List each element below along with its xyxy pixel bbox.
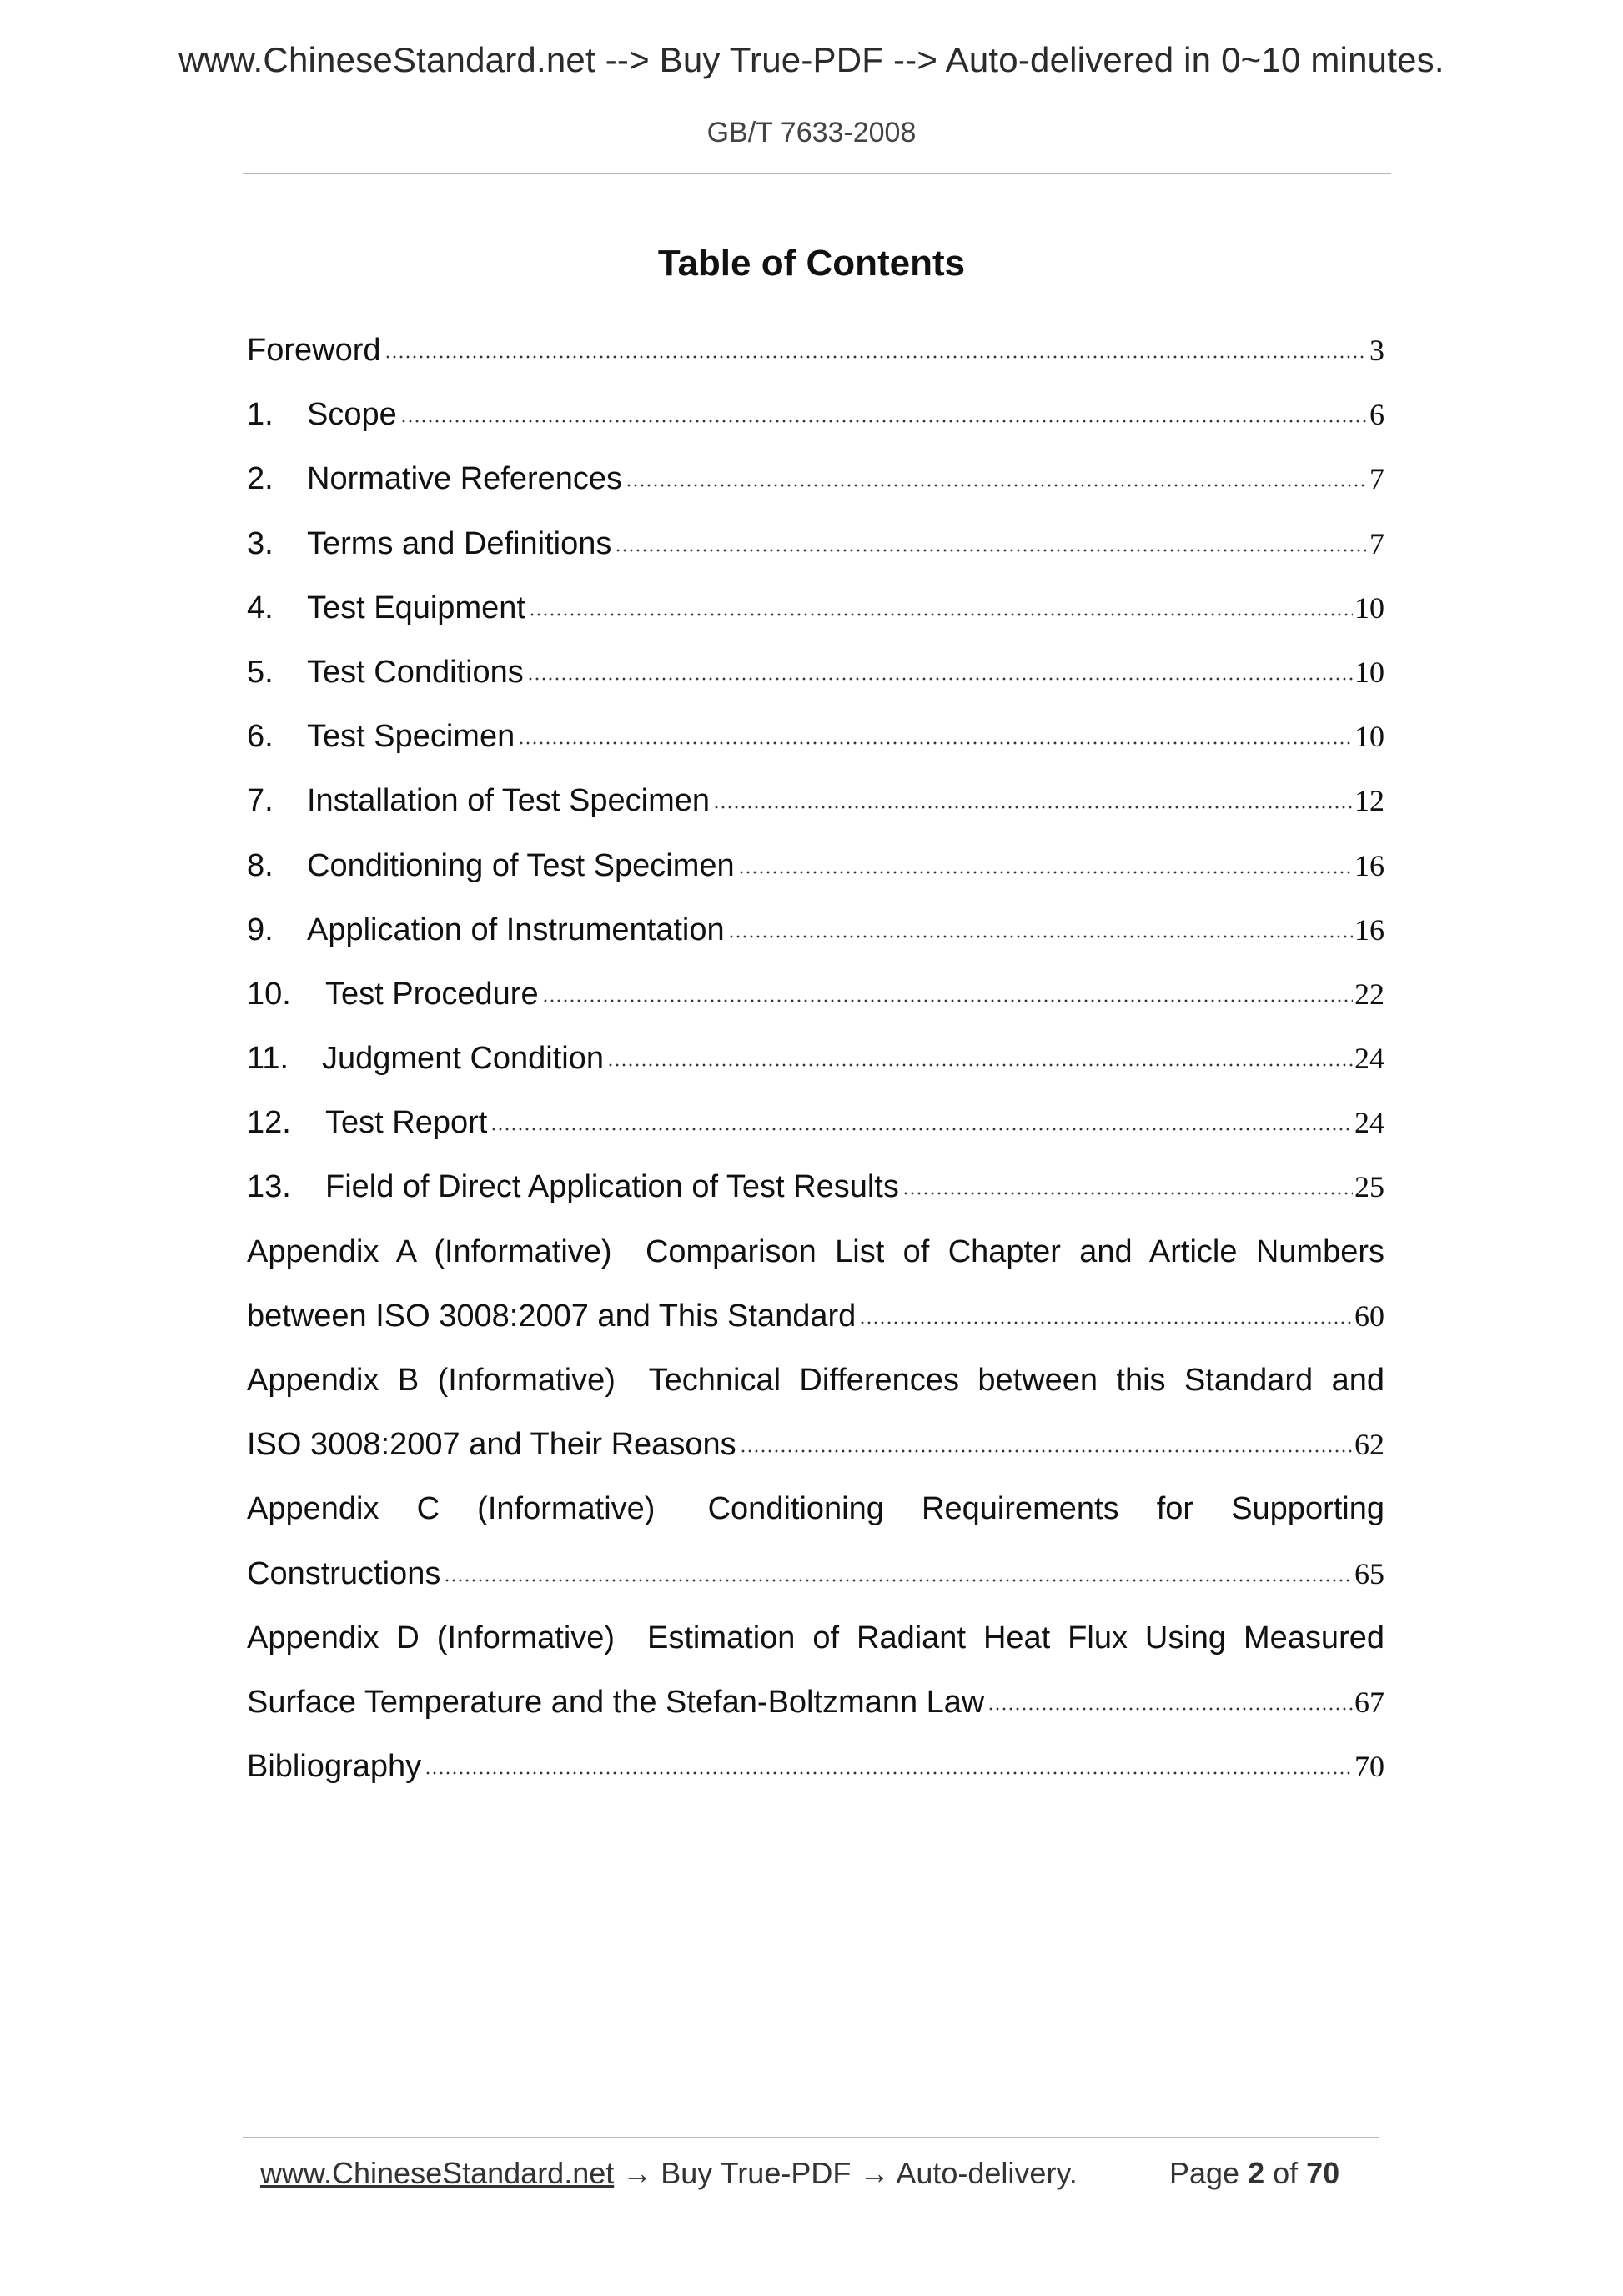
toc-entry-page: 24 <box>1354 1042 1384 1076</box>
toc-entry-5[interactable] <box>247 641 1384 705</box>
of-word: of <box>1264 2156 1307 2190</box>
toc-entry-4[interactable] <box>247 576 1384 641</box>
toc-entry-number: 1. <box>247 397 274 433</box>
dot-leader <box>859 1298 1353 1326</box>
toc-entry-label: Conditioning of Test Specimen <box>307 847 735 883</box>
toc-entry-label: Foreword <box>247 333 381 368</box>
toc-entry-page: 3 <box>1369 334 1384 367</box>
toc-entry-number: 6. <box>247 719 274 755</box>
toc-entry-number: 3. <box>247 525 274 561</box>
dot-leader <box>444 1555 1353 1583</box>
toc-entry-13[interactable] <box>247 1155 1384 1219</box>
toc-entry-bibliography[interactable] <box>247 1735 1384 1799</box>
toc-entry-page: 10 <box>1354 590 1384 625</box>
toc-entry-number: 13. <box>247 1169 291 1205</box>
toc-entry-page: 10 <box>1354 720 1384 754</box>
appendix-title-continued: Constructions <box>247 1555 441 1591</box>
appendix-heading: Appendix A (Informative) <box>247 1233 612 1269</box>
toc-entry-page: 22 <box>1354 977 1384 1011</box>
toc-entry-foreword[interactable] <box>247 319 1384 383</box>
dot-leader <box>738 847 1353 875</box>
toc-title: Table of Contents <box>657 243 966 284</box>
appendix-heading: Appendix C (Informative) <box>247 1491 656 1527</box>
toc-entry-11[interactable] <box>247 1027 1384 1091</box>
toc-entry-label: Test Procedure <box>325 976 539 1012</box>
header-divider <box>243 173 1391 174</box>
toc-entry-page: 16 <box>1354 848 1384 882</box>
toc-entry-number: 10. <box>247 976 291 1012</box>
appendix-title: Estimation of Radiant Heat Flux Using Measured <box>647 1620 1384 1655</box>
dot-leader <box>425 1748 1353 1776</box>
dot-leader <box>490 1104 1353 1133</box>
toc-appendix-b-line2[interactable] <box>247 1413 1384 1477</box>
toc-entry-page: 6 <box>1369 398 1384 432</box>
toc-entry-label: Test Specimen <box>307 719 515 755</box>
footer-buy-text: Buy True-PDF <box>652 2156 860 2190</box>
appendix-title-continued: ISO 3008:2007 and Their Reasons <box>247 1427 736 1463</box>
toc-entry-label: Normative References <box>307 461 623 497</box>
footer-link[interactable]: www.ChineseStandard.net <box>260 2156 615 2190</box>
toc-entry-page: 65 <box>1354 1556 1384 1590</box>
appendix-heading: Appendix B (Informative) <box>247 1363 616 1398</box>
toc-entry-page: 24 <box>1354 1106 1384 1140</box>
toc-entry-label: Judgment Condition <box>322 1041 604 1077</box>
toc-entry-2[interactable] <box>247 447 1384 511</box>
dot-leader <box>607 1040 1353 1068</box>
appendix-title-continued: between ISO 3008:2007 and This Standard <box>247 1298 857 1334</box>
toc-appendix-d-line2[interactable] <box>247 1671 1384 1735</box>
appendix-title: Technical Differences between this Standard and <box>648 1363 1384 1398</box>
toc-entry-page: 12 <box>1354 784 1384 818</box>
dot-leader <box>400 396 1366 425</box>
dot-leader <box>529 590 1353 618</box>
toc-entry-page: 62 <box>1354 1428 1384 1462</box>
total-page-number: 70 <box>1306 2156 1340 2190</box>
toc-appendix-c-line1[interactable] <box>247 1477 1384 1541</box>
toc-entry-label: Terms and Definitions <box>307 525 612 561</box>
toc-entry-number: 2. <box>247 461 274 497</box>
toc-entry-number: 5. <box>247 654 274 690</box>
dot-leader <box>615 525 1366 553</box>
toc-entry-page: 60 <box>1354 1299 1384 1333</box>
toc-entry-label: Test Equipment <box>307 590 525 625</box>
current-page-number: 2 <box>1248 2156 1265 2190</box>
toc-entry-page: 70 <box>1354 1750 1384 1784</box>
page-indicator <box>1169 2156 1339 2191</box>
toc-entry-page: 16 <box>1354 912 1384 947</box>
toc-entry-1[interactable] <box>247 383 1384 447</box>
toc-entry-number: 9. <box>247 912 274 947</box>
toc-entry-label: Installation of Test Specimen <box>307 783 711 819</box>
toc-entry-9[interactable] <box>247 898 1384 962</box>
dot-leader <box>384 332 1367 360</box>
dot-leader <box>527 654 1353 682</box>
toc-entry-page: 67 <box>1354 1685 1384 1719</box>
toc-entry-8[interactable] <box>247 834 1384 898</box>
dot-leader <box>542 976 1353 1004</box>
toc-appendix-a-line2[interactable] <box>247 1284 1384 1349</box>
toc-entry-page: 7 <box>1369 462 1384 496</box>
page-word: Page <box>1169 2156 1249 2190</box>
footer-delivery-text: Auto-delivery. <box>889 2156 1078 2190</box>
toc-entry-6[interactable] <box>247 705 1384 769</box>
dot-leader <box>728 912 1353 940</box>
dot-leader <box>902 1168 1353 1197</box>
toc-appendix-d-line1[interactable] <box>247 1606 1384 1671</box>
dot-leader <box>740 1426 1353 1454</box>
toc-entry-page: 7 <box>1369 526 1384 560</box>
toc-entry-page: 10 <box>1354 655 1384 689</box>
appendix-title-continued: Surface Temperature and the Stefan-Boltzmann Law <box>247 1684 985 1720</box>
toc-entry-10[interactable] <box>247 962 1384 1027</box>
toc-entry-number: 8. <box>247 847 274 883</box>
appendix-title: Comparison List of Chapter and Article Numbers <box>645 1233 1384 1269</box>
top-banner: www.ChineseStandard.net --> Buy True-PDF --> Auto-delivered in 0~10 minutes. <box>178 40 1445 79</box>
document-code: GB/T 7633-2008 <box>706 117 917 148</box>
appendix-heading: Appendix D (Informative) <box>247 1620 616 1655</box>
footer-divider <box>243 2137 1379 2138</box>
table-of-contents <box>247 319 1384 1799</box>
toc-entry-number: 11. <box>247 1041 289 1077</box>
toc-entry-label: Bibliography <box>247 1749 422 1785</box>
dot-leader <box>713 782 1353 811</box>
dot-leader <box>626 460 1366 489</box>
toc-entry-number: 7. <box>247 783 274 819</box>
toc-entry-label: Test Report <box>325 1105 488 1141</box>
dot-leader <box>518 718 1353 746</box>
arrow-right-icon: → <box>859 2156 890 2190</box>
toc-entry-12[interactable] <box>247 1091 1384 1155</box>
dot-leader <box>987 1684 1353 1712</box>
arrow-right-icon: → <box>622 2156 653 2190</box>
page-footer <box>260 2156 1378 2191</box>
toc-entry-number: 4. <box>247 590 274 625</box>
toc-entry-label: Scope <box>307 397 397 433</box>
toc-entry-3[interactable] <box>247 512 1384 576</box>
toc-entry-7[interactable] <box>247 769 1384 833</box>
toc-entry-label: Application of Instrumentation <box>307 912 725 947</box>
toc-entry-page: 25 <box>1354 1170 1384 1204</box>
toc-entry-label: Field of Direct Application of Test Results <box>325 1169 899 1205</box>
toc-appendix-b-line1[interactable] <box>247 1349 1384 1413</box>
toc-entry-number: 12. <box>247 1105 291 1141</box>
toc-entry-label: Test Conditions <box>307 654 524 690</box>
toc-appendix-c-line2[interactable] <box>247 1542 1384 1606</box>
toc-appendix-a-line1[interactable] <box>247 1220 1384 1284</box>
appendix-title: Conditioning Requirements for Supporting <box>707 1491 1384 1527</box>
